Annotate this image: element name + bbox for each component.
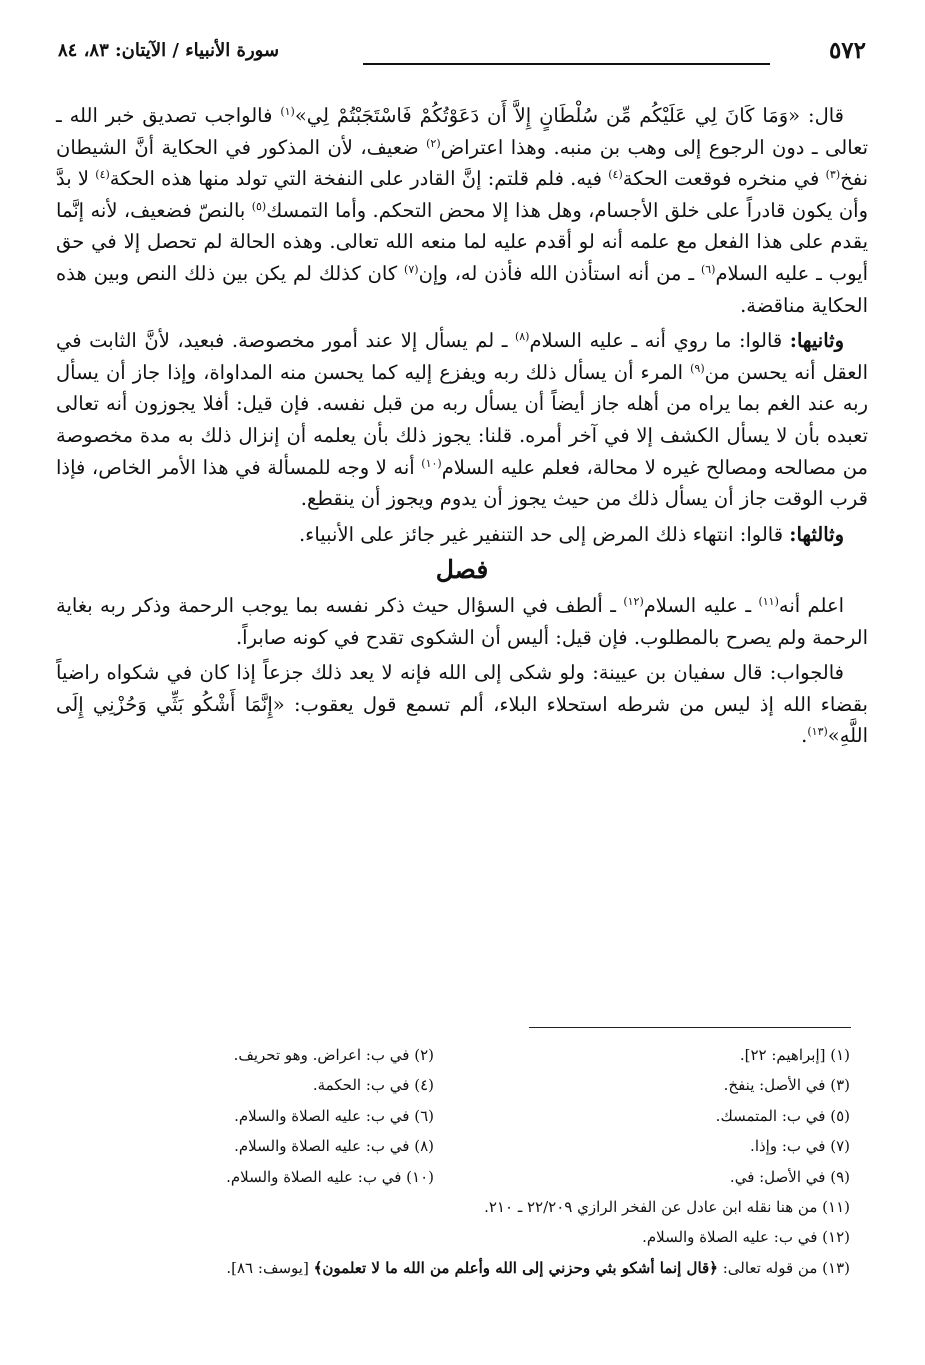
- paragraph-4: [56, 590, 868, 653]
- footnote-9: (٩) في الأصل: في.: [729, 1167, 850, 1186]
- main-text: [56, 100, 868, 756]
- footnote-1: (١) [إبراهيم: ٢٢].: [739, 1046, 850, 1064]
- footnote-4: (٤) في ب: الحكمة.: [312, 1076, 434, 1095]
- text-run: .: [801, 724, 808, 748]
- text-run: ـ ألطف في السؤال حيث ذكر نفسه بما يوجب الرحمة وذكر ربه بغاية الرحمة ولم يصرح بالمطلوب. فإن قيل: أليس أن الشكوى تقدح في كونه صابراً.: [56, 593, 868, 649]
- footnote-ref-3: (٣): [825, 168, 841, 182]
- text-run: لا بدَّ وأن يكون قادراً على خلق الأجسام، وهل هذا إلا محض التحكم. وأما التمسك: [56, 167, 868, 222]
- lead-word-third: وثالثها:: [789, 522, 844, 546]
- text-run: »: [294, 104, 307, 127]
- header-rule: [363, 63, 770, 65]
- footnote-separator: [529, 1027, 851, 1028]
- footnote-11: (١١) من هنا نقله ابن عادل عن الفخر الرازي ٢٢/٢٠٩ ـ ٢١٠.: [484, 1198, 850, 1217]
- text-run: بالنصّ فضعيف، لأنه إنَّما يقدم على هذا الفعل مع علمه أنه لو أقدم عليه لما منعه الله تعالى. وهذه الحالة لم تحصل إلا في حق أيوب ـ عليه السلام: [56, 198, 868, 285]
- text-run: »: [827, 724, 840, 748]
- text-run: اعلم أنه: [778, 593, 845, 617]
- footnote-5: (٥) في ب: المتمسك.: [715, 1106, 850, 1125]
- text-run: ـ عليه السلام: [643, 593, 759, 617]
- text-run: قالوا: انتهاء ذلك المرض إلى حد التنفير غير جائز على الأنبياء.: [298, 522, 790, 546]
- footnote-13-verse: ﴿قال إنما أشكو بثي وحزني إلى الله وأعلم من الله ما لا تعلمون﴾: [313, 1258, 718, 1277]
- footnote-3: (٣) في الأصل: ينفخ.: [723, 1076, 850, 1095]
- section-heading: فصل: [435, 555, 489, 585]
- footnote-ref-9: (٩): [690, 361, 705, 375]
- footnote-ref-4a: (٤): [608, 168, 623, 182]
- footnote-ref-8: (٨): [514, 330, 530, 344]
- text-run: المرء أن يسأل ذلك ربه ويفزع إليه كما يحسن منه المداواة، وإذا جاز أن يسأل ربه عند الغم بما يراه من أهله جاز أيضاً أن يسأل ربه من قبل نفسه. فإن قيل: أفلا يجوزون أنه تعالى تعبده بأن لا يسأل الكشف إلا في آخر أمره. قلنا: يجوز ذلك بأن يعلمه أن إنزال ذلك به مدة مخصوصة من مصالحه ومصالح غيره لا محالة، فعلم عليه السلام: [56, 360, 868, 479]
- footnote-13-prefix: (١٣) من قوله تعالى:: [717, 1258, 850, 1277]
- text-run: كان كذلك لم يكن بين ذلك النص وبين هذه الحكاية مناقضة.: [56, 261, 868, 317]
- footnote-ref-11: (١١): [758, 594, 779, 608]
- text-run: أنه لا وجه للمسألة في هذا الأمر الخاص، فإذا قرب الوقت جاز أن يسأل ذلك من حيث يجوز أن يدوم ويجوز أن ينقطع.: [56, 455, 868, 511]
- footnote-ref-2: (٢): [426, 136, 441, 150]
- footnotes: [58, 1040, 850, 1283]
- quran-quote: إِنَّمَا أَشْكُو بَثِّي وَحُزْنِي إِلَى اللَّهِ: [56, 692, 868, 748]
- footnote-ref-13: (١٣): [807, 725, 828, 739]
- text-run: فالواجب تصديق خبر الله ـ تعالى ـ دون الرجوع إلى وهب بن منبه. وهذا اعتراض: [56, 104, 868, 159]
- footnote-10: (١٠) في ب: عليه الصلاة والسلام.: [226, 1167, 434, 1186]
- footnote-ref-6: (٦): [700, 262, 716, 276]
- text-run: ـ من أنه استأذن الله فأذن له، وإن: [418, 261, 701, 285]
- running-header: [58, 36, 866, 68]
- footnote-13: [58, 1253, 850, 1283]
- text-run: قال: «: [788, 104, 844, 127]
- footnote-7: (٧) في ب: وإذا.: [750, 1137, 850, 1156]
- footnote-13-ref: [يوسف: ٨٦].: [226, 1258, 314, 1277]
- text-run: فالجواب: قال سفيان بن عيينة: ولو شكى إلى الله فإنه لا يعد ذلك جزعاً إذا كان في شكواه راضياً بقضاء الله إذ ليس من شرطه استحلاء البلاء، ألم تسمع قول يعقوب: «: [56, 661, 868, 716]
- footnote-8: (٨) في ب: عليه الصلاة والسلام.: [234, 1137, 434, 1156]
- text-run: فيه. فلم قلتم: إنَّ القادر على النفخة التي تولد منها هذه الحكة: [109, 167, 609, 191]
- page-number: ٥٧٢: [828, 37, 866, 64]
- paragraph-2: [56, 325, 868, 515]
- text-run: ـ لم يسأل إلا عند أمور مخصوصة. فبعيد، لأنَّ الثابت في العقل أنه يحسن من: [56, 329, 868, 384]
- quran-quote: وَمَا كَانَ لِي عَلَيْكُم مِّن سُلْطَانٍ إِلاَّ أَن دَعَوْتُكُمْ فَاسْتَجَبْتُمْ لِي: [306, 104, 789, 127]
- footnote-ref-5: (٥): [251, 199, 267, 213]
- text-run: في منخره فوقعت الحكة: [622, 167, 826, 191]
- footnote-12: (١٢) في ب: عليه الصلاة والسلام.: [642, 1228, 850, 1247]
- text-run: قالوا: ما روي أنه ـ عليه السلام: [529, 329, 790, 353]
- lead-word-second: وثانيها:: [789, 329, 844, 353]
- footnote-6: (٦) في ب: عليه الصلاة والسلام.: [234, 1106, 434, 1125]
- footnote-ref-10: (١٠): [421, 456, 442, 470]
- footnote-ref-7: (٧): [404, 262, 419, 276]
- footnote-ref-1: (١): [280, 105, 295, 118]
- paragraph-3: [56, 519, 868, 551]
- paragraph-5: [56, 657, 868, 752]
- footnote-grid: [58, 1040, 850, 1192]
- surah-title: سورة الأنبياء / الآيتان: ٨٣، ٨٤: [58, 40, 280, 61]
- footnote-ref-4b: (٤): [95, 168, 110, 182]
- footnote-2: (٢) في ب: اعراض. وهو تحريف.: [233, 1046, 434, 1064]
- text-run: ضعيف، لأن المذكور في الحكاية أنَّ الشيطان نفخ: [56, 135, 869, 191]
- footnote-ref-12: (١٢): [623, 594, 644, 608]
- paragraph-1: [56, 100, 868, 321]
